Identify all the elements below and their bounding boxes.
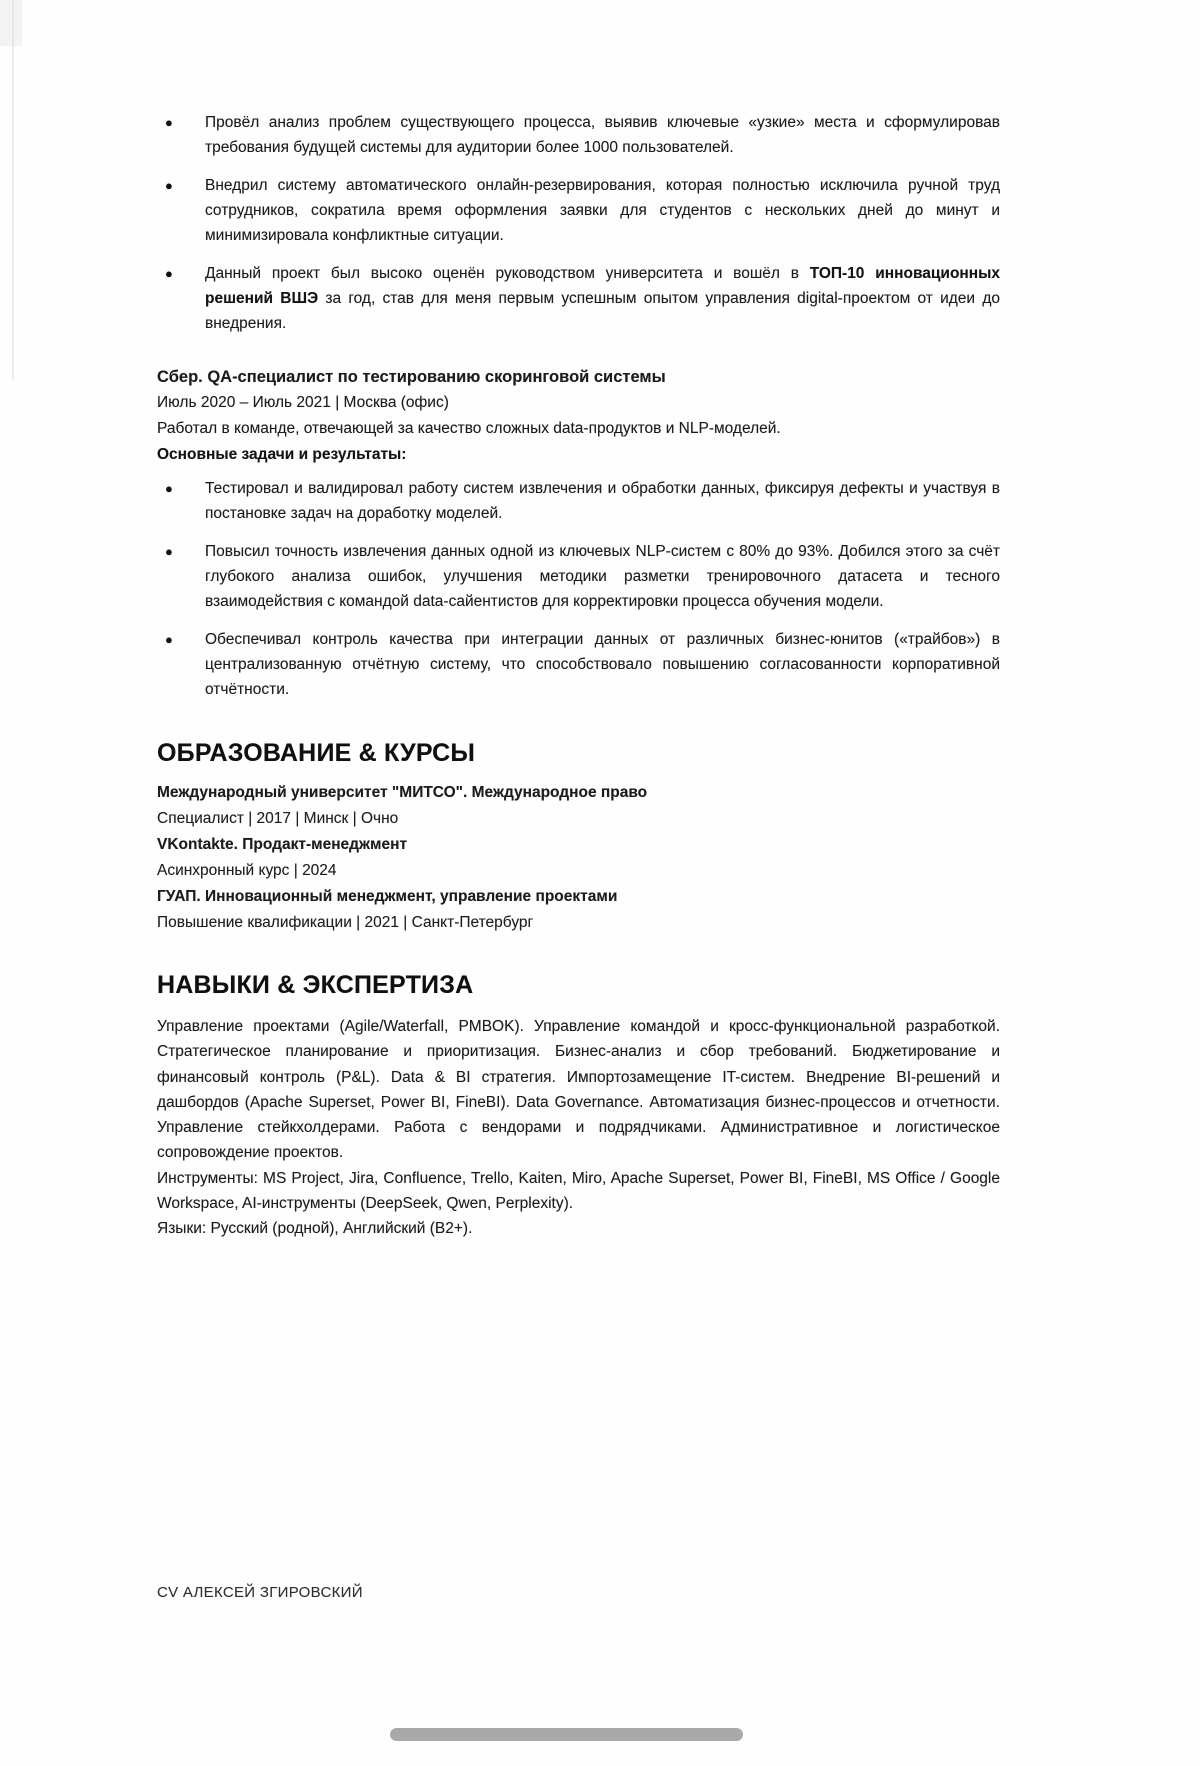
page-footer: CV АЛЕКСЕЙ ЗГИРОВСКИЙ	[157, 1584, 363, 1601]
skills-languages-paragraph: Языки: Русский (родной), Английский (B2+).	[157, 1220, 473, 1238]
bullet-marker-icon: ●	[165, 481, 173, 496]
education-item-title: ГУАП. Инновационный менеджмент, управление проектами	[157, 888, 618, 905]
education-heading: ОБРАЗОВАНИЕ & КУРСЫ	[157, 739, 476, 767]
hse-achievements-list	[157, 110, 1000, 336]
job-summary: Работал в команде, отвечающей за качество сложных data-продуктов и NLP-моделей.	[157, 420, 781, 437]
bullet-text: Внедрил систему автоматического онлайн-резервирования, которая полностью исключила ручной труд сотрудников, сократила время оформления заявки для студентов с нескольких дней до минут и минимизировала конфликтные ситуации.	[205, 177, 1000, 244]
bullet-text	[205, 261, 1000, 336]
list-item	[157, 110, 1000, 160]
bullet-marker-icon: ●	[165, 115, 173, 130]
education-item-title: VKontakte. Продакт-менеджмент	[157, 836, 408, 853]
list-item	[157, 261, 1000, 336]
bullet-text: Тестировал и валидировал работу систем извлечения и обработки данных, фиксируя дефекты и участвуя в постановке задач на доработку моделей.	[205, 480, 1000, 522]
skills-tools-paragraph: Инструменты: MS Project, Jira, Confluence, Trello, Kaiten, Miro, Apache Superset, Power BI, FineBI, MS Office / Google Workspace, AI-инструменты (DeepSeek, Qwen, Perplexity).	[157, 1169, 1000, 1213]
sber-achievements-list	[157, 476, 1000, 702]
bullet-text-before: Данный проект был высоко оценён руководством университета и вошёл в	[205, 265, 810, 282]
sber-job-section	[157, 364, 1000, 702]
skills-section	[157, 970, 1000, 1242]
education-item-meta: Асинхронный курс | 2024	[157, 862, 337, 879]
education-section	[157, 738, 1000, 936]
skills-heading: НАВЫКИ & ЭКСПЕРТИЗА	[157, 971, 474, 999]
bullet-text-after: за год, став для меня первым успешным опытом управления digital-проектом от идеи до внедрения.	[205, 290, 1000, 332]
job-meta: Июль 2020 – Июль 2021 | Москва (офис)	[157, 394, 449, 411]
scan-edge-artifact	[12, 0, 14, 380]
list-item	[157, 173, 1000, 248]
education-item-meta: Специалист | 2017 | Минск | Очно	[157, 810, 399, 827]
bullet-marker-icon: ●	[165, 266, 173, 281]
bullet-text: Провёл анализ проблем существующего процесса, выявив ключевые «узкие» места и сформулировав требования будущей системы для аудитории более 1000 пользователей.	[205, 114, 1000, 156]
job-tasks-label: Основные задачи и результаты:	[157, 446, 407, 463]
job-title: Сбер. QA-специалист по тестированию скоринговой системы	[157, 368, 666, 386]
scan-corner-artifact	[0, 0, 22, 46]
education-item-title: Международный университет "МИТСО". Международное право	[157, 784, 648, 801]
list-item	[157, 627, 1000, 702]
bullet-text: Обеспечивал контроль качества при интеграции данных от различных бизнес-юнитов («трайбов») в централизованную отчётную систему, что способствовало повышению согласованности корпоративной отчётности.	[205, 631, 1000, 698]
education-item-meta: Повышение квалификации | 2021 | Санкт-Петербург	[157, 914, 534, 931]
bullet-text-bold: ТОП-10 инновационных решений ВШЭ	[205, 265, 1000, 307]
list-item	[157, 476, 1000, 526]
bullet-text: Повысил точность извлечения данных одной из ключевых NLP-систем с 80% до 93%. Добился этого за счёт глубокого анализа ошибок, улучшения методики разметки тренировочного датасета и тесного взаимодействия с командой data-сайентистов для корректировки процесса обучения модели.	[205, 543, 1000, 610]
cv-content	[157, 0, 1000, 1242]
bullet-marker-icon: ●	[165, 632, 173, 647]
bullet-marker-icon: ●	[165, 544, 173, 559]
skills-paragraph: Управление проектами (Agile/Waterfall, PMBOK). Управление командой и кросс-функциональной разработкой. Стратегическое планирование и приоритизация. Бизнес-анализ и сбор требований. Бюджетирование и финансовый контроль (P&L). Data & BI стратегия. Импортозамещение IT-систем. Внедрение BI-решений и дашбордов (Apache Superset, Power BI, FineBI). Data Governance. Автоматизация бизнес-процессов и отчетности. Управление стейкхолдерами. Работа с вендорами и подрядчиками. Административное и логистическое сопровождение проектов.	[157, 1018, 1000, 1162]
list-item	[157, 539, 1000, 614]
bullet-marker-icon: ●	[165, 178, 173, 193]
scroll-indicator-handle[interactable]	[390, 1728, 743, 1741]
